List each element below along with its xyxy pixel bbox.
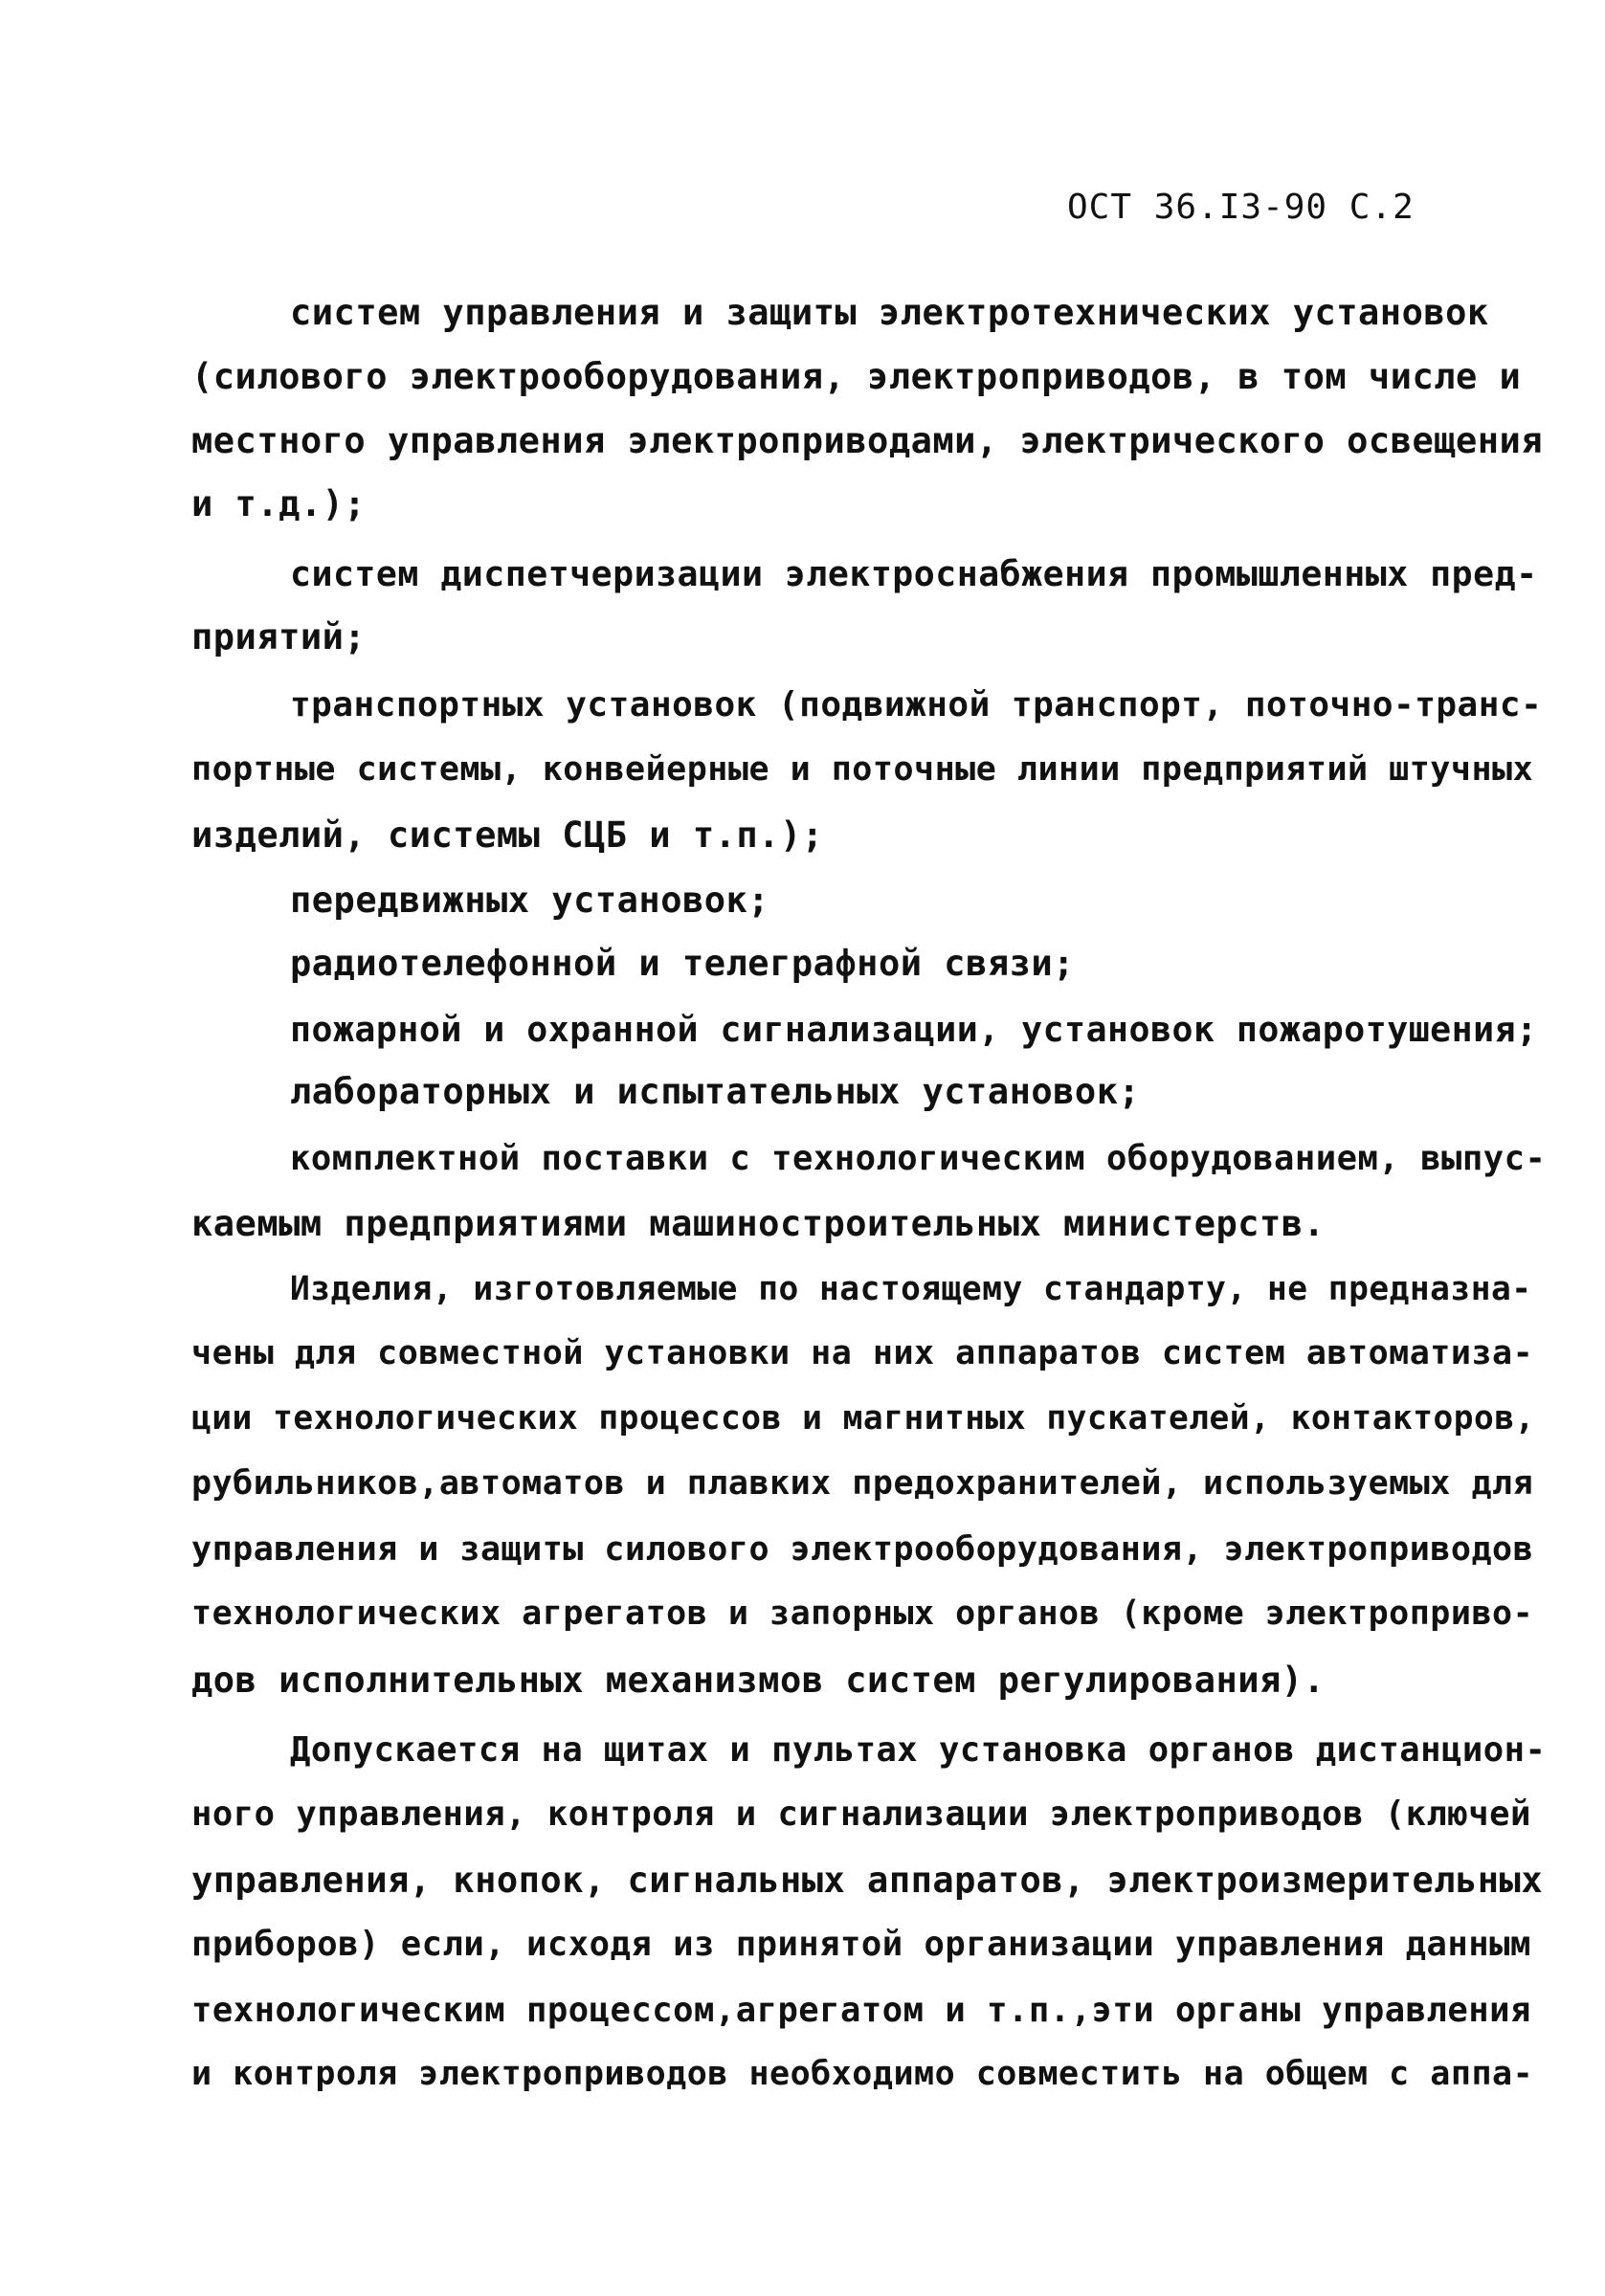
text-line: ного управления, контроля и сигнализации электроприводов (ключей <box>191 1794 1531 1834</box>
text-line: систем диспетчеризации электроснабжения промышленных пред- <box>290 553 1538 594</box>
text-line: систем управления и защиты электротехнических установок <box>290 292 1489 333</box>
text-line: каемым предприятиями машиностроительных министерств. <box>191 1203 1326 1244</box>
text-line: и контроля электроприводов необходимо совместить на общем с аппа- <box>191 2055 1534 2093</box>
text-line: управления и защиты силового электрооборудования, электроприводов <box>191 1530 1534 1569</box>
text-line: Допускается на щитах и пультах установка органов дистанцион- <box>290 1730 1547 1770</box>
page-header: ОСТ 36.I3-90 С.2 <box>1067 188 1415 227</box>
text-line: передвижных установок; <box>290 880 770 921</box>
text-line: дов исполнительных механизмов систем регулирования). <box>191 1660 1326 1701</box>
text-line: Изделия, изготовляемые по настоящему стандарту, не предназна- <box>290 1270 1532 1308</box>
text-line: управления, кнопок, сигнальных аппаратов, электроизмерительных <box>191 1860 1544 1901</box>
text-line: изделий, системы СЦБ и т.п.); <box>191 814 824 856</box>
text-line: приятий; <box>191 616 367 658</box>
text-line: и т.д.); <box>191 483 367 524</box>
text-line: рубильников,автоматов и плавких предохранителей, используемых для <box>191 1464 1534 1503</box>
text-line: местного управления электроприводами, электрического освещения <box>191 420 1544 461</box>
text-line: радиотелефонной и телеграфной связи; <box>290 943 1075 984</box>
text-line: лабораторных и испытательных установок; <box>290 1071 1141 1112</box>
text-line: технологическим процессом,агрегатом и т.п.,эти органы управления <box>191 1991 1531 2030</box>
text-line: транспортных установок (подвижной транспорт, поточно-транс- <box>290 685 1543 724</box>
text-line: пожарной и охранной сигнализации, установок пожаротушения; <box>290 1009 1538 1050</box>
text-line: комплектной поставки с технологическим оборудованием, выпус- <box>290 1139 1547 1178</box>
text-line: портные системы, конвейерные и поточные линии предприятий штучных <box>191 750 1534 789</box>
text-line: приборов) если, исходя из принятой организации управления данным <box>191 1925 1531 1964</box>
text-line: чены для совместной установки на них аппаратов систем автоматиза- <box>191 1334 1534 1372</box>
text-line: ции технологических процессов и магнитных пускателей, контакторов, <box>191 1399 1535 1438</box>
text-line: (силового электрооборудования, электроприводов, в том числе и <box>191 356 1522 397</box>
text-line: технологических агрегатов и запорных органов (кроме электроприво- <box>191 1594 1534 1633</box>
